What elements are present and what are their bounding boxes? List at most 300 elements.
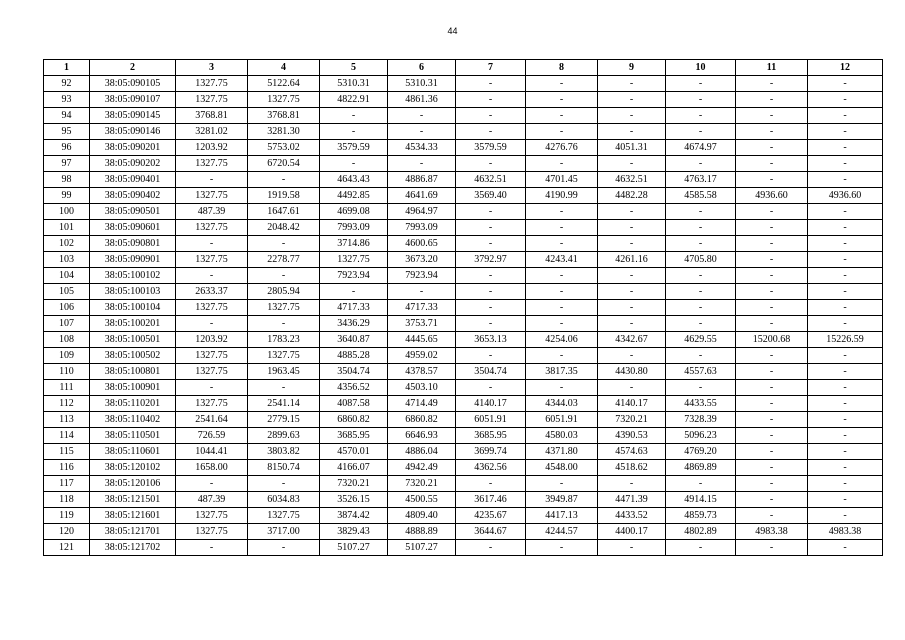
table-cell: 4492.85 xyxy=(320,188,388,204)
table-cell: 4254.06 xyxy=(526,332,598,348)
table-cell: 6646.93 xyxy=(388,428,456,444)
table-cell: 4701.45 xyxy=(526,172,598,188)
table-cell: 4140.17 xyxy=(456,396,526,412)
table-cell: - xyxy=(666,284,736,300)
table-cell: - xyxy=(736,428,808,444)
table-cell: 101 xyxy=(44,220,90,236)
table-cell: 3753.71 xyxy=(388,316,456,332)
data-table xyxy=(43,59,883,556)
table-cell: 4888.89 xyxy=(388,524,456,540)
table-cell: - xyxy=(598,348,666,364)
table-cell: 15200.68 xyxy=(736,332,808,348)
table-cell: 118 xyxy=(44,492,90,508)
table-cell: 38:05:090801 xyxy=(90,236,176,252)
table-row xyxy=(44,140,883,156)
table-cell: - xyxy=(808,460,883,476)
table-cell: 38:05:110501 xyxy=(90,428,176,444)
table-cell: 38:05:100501 xyxy=(90,332,176,348)
column-header: 7 xyxy=(456,60,526,76)
table-cell: - xyxy=(388,124,456,140)
table-cell: 38:05:121501 xyxy=(90,492,176,508)
table-cell: 38:05:090401 xyxy=(90,172,176,188)
table-cell: 38:05:100502 xyxy=(90,348,176,364)
table-cell: - xyxy=(808,172,883,188)
table-cell: 3817.35 xyxy=(526,364,598,380)
table-cell: 107 xyxy=(44,316,90,332)
column-header: 4 xyxy=(248,60,320,76)
table-cell: 5753.02 xyxy=(248,140,320,156)
table-cell: 4983.38 xyxy=(808,524,883,540)
table-cell: - xyxy=(666,124,736,140)
table-row xyxy=(44,476,883,492)
table-cell: 3653.13 xyxy=(456,332,526,348)
table-cell: 15226.59 xyxy=(808,332,883,348)
table-cell: 1327.75 xyxy=(176,76,248,92)
table-cell: 115 xyxy=(44,444,90,460)
table-cell: 117 xyxy=(44,476,90,492)
table-cell: - xyxy=(666,476,736,492)
table-cell: 38:05:090107 xyxy=(90,92,176,108)
table-row xyxy=(44,236,883,252)
table-row xyxy=(44,204,883,220)
table-cell: - xyxy=(808,204,883,220)
table-cell: 3644.67 xyxy=(456,524,526,540)
table-cell: - xyxy=(526,156,598,172)
column-header: 9 xyxy=(598,60,666,76)
table-cell: 110 xyxy=(44,364,90,380)
table-cell: 6034.83 xyxy=(248,492,320,508)
table-cell: 119 xyxy=(44,508,90,524)
table-cell: 5310.31 xyxy=(388,76,456,92)
table-cell: - xyxy=(456,156,526,172)
table-cell: - xyxy=(736,380,808,396)
table-cell: 2633.37 xyxy=(176,284,248,300)
table-cell: 4433.55 xyxy=(666,396,736,412)
table-cell: - xyxy=(666,156,736,172)
table-cell: 3803.82 xyxy=(248,444,320,460)
table-row xyxy=(44,508,883,524)
table-cell: 3640.87 xyxy=(320,332,388,348)
table-cell: - xyxy=(248,172,320,188)
table-cell: - xyxy=(808,300,883,316)
table-cell: 4861.36 xyxy=(388,92,456,108)
table-row xyxy=(44,460,883,476)
table-cell: - xyxy=(388,108,456,124)
table-cell: 38:05:120106 xyxy=(90,476,176,492)
table-cell: 38:05:090601 xyxy=(90,220,176,236)
table-cell: - xyxy=(808,108,883,124)
table-cell: 4869.89 xyxy=(666,460,736,476)
table-cell: - xyxy=(598,108,666,124)
table-cell: - xyxy=(176,540,248,556)
table-cell: 38:05:090501 xyxy=(90,204,176,220)
table-cell: 4503.10 xyxy=(388,380,456,396)
table-cell: - xyxy=(248,236,320,252)
table-cell: 3281.02 xyxy=(176,124,248,140)
table-cell: 6720.54 xyxy=(248,156,320,172)
table-cell: 3717.00 xyxy=(248,524,320,540)
table-cell: 2541.14 xyxy=(248,396,320,412)
table-row xyxy=(44,300,883,316)
table-row xyxy=(44,332,883,348)
table-cell: 4674.97 xyxy=(666,140,736,156)
table-cell: - xyxy=(598,268,666,284)
table-cell: 4378.57 xyxy=(388,364,456,380)
table-cell: - xyxy=(456,92,526,108)
table-cell: - xyxy=(736,220,808,236)
table-cell: - xyxy=(456,300,526,316)
table-cell: 2899.63 xyxy=(248,428,320,444)
table-cell: 1327.75 xyxy=(176,364,248,380)
table-cell: - xyxy=(736,140,808,156)
table-cell: - xyxy=(598,540,666,556)
table-cell: 106 xyxy=(44,300,90,316)
table-cell: 3579.59 xyxy=(320,140,388,156)
column-header: 3 xyxy=(176,60,248,76)
table-cell: - xyxy=(526,92,598,108)
table-cell: 1658.00 xyxy=(176,460,248,476)
table-row xyxy=(44,76,883,92)
table-row xyxy=(44,540,883,556)
table-row xyxy=(44,172,883,188)
table-row xyxy=(44,124,883,140)
table-cell: - xyxy=(456,268,526,284)
table-cell: 38:05:100201 xyxy=(90,316,176,332)
table-cell: - xyxy=(736,204,808,220)
table-cell: 38:05:090146 xyxy=(90,124,176,140)
table-cell: 3699.74 xyxy=(456,444,526,460)
table-cell: 4548.00 xyxy=(526,460,598,476)
table-cell: - xyxy=(666,348,736,364)
table-cell: - xyxy=(176,316,248,332)
table-cell: - xyxy=(598,124,666,140)
table-cell: 109 xyxy=(44,348,90,364)
table-cell: - xyxy=(666,108,736,124)
table-cell: 2541.64 xyxy=(176,412,248,428)
table-cell: - xyxy=(526,108,598,124)
table-cell: 7923.94 xyxy=(320,268,388,284)
table-cell: 1327.75 xyxy=(176,300,248,316)
table-cell: - xyxy=(526,284,598,300)
table-cell: - xyxy=(526,476,598,492)
table-cell: - xyxy=(736,364,808,380)
table-row xyxy=(44,380,883,396)
table-cell: 4641.69 xyxy=(388,188,456,204)
table-cell: - xyxy=(526,300,598,316)
table-cell: 4482.28 xyxy=(598,188,666,204)
table-cell: - xyxy=(808,236,883,252)
table-cell: 3569.40 xyxy=(456,188,526,204)
table-cell: - xyxy=(456,348,526,364)
table-cell: 3874.42 xyxy=(320,508,388,524)
table-cell: 116 xyxy=(44,460,90,476)
table-cell: - xyxy=(598,204,666,220)
table-cell: - xyxy=(456,236,526,252)
table-cell: - xyxy=(456,380,526,396)
table-cell: - xyxy=(176,236,248,252)
table-cell: 3685.95 xyxy=(456,428,526,444)
table-cell: 38:05:110201 xyxy=(90,396,176,412)
table-row xyxy=(44,92,883,108)
page-number: 44 xyxy=(447,26,458,36)
table-cell: 38:05:090105 xyxy=(90,76,176,92)
table-cell: 1203.92 xyxy=(176,332,248,348)
table-cell: 7320.21 xyxy=(598,412,666,428)
table-cell: 4342.67 xyxy=(598,332,666,348)
table-cell: 38:05:120102 xyxy=(90,460,176,476)
table-cell: - xyxy=(176,380,248,396)
table-cell: 3526.15 xyxy=(320,492,388,508)
table-cell: - xyxy=(736,76,808,92)
table-cell: 1327.75 xyxy=(176,524,248,540)
table-cell: 4051.31 xyxy=(598,140,666,156)
table-row xyxy=(44,156,883,172)
table-cell: 4243.41 xyxy=(526,252,598,268)
table-cell: 4390.53 xyxy=(598,428,666,444)
table-cell: 112 xyxy=(44,396,90,412)
table-cell: 4763.17 xyxy=(666,172,736,188)
table-cell: - xyxy=(666,220,736,236)
table-cell: - xyxy=(598,476,666,492)
table-cell: - xyxy=(808,540,883,556)
table-cell: - xyxy=(736,540,808,556)
table-row xyxy=(44,348,883,364)
table-cell: 5122.64 xyxy=(248,76,320,92)
table-cell: 7320.21 xyxy=(388,476,456,492)
column-header: 8 xyxy=(526,60,598,76)
table-cell: 4983.38 xyxy=(736,524,808,540)
table-cell: 5096.23 xyxy=(666,428,736,444)
table-cell: 99 xyxy=(44,188,90,204)
table-cell: 102 xyxy=(44,236,90,252)
table-row xyxy=(44,396,883,412)
table-row xyxy=(44,364,883,380)
table-row xyxy=(44,412,883,428)
table-cell: - xyxy=(598,300,666,316)
table-cell: 4717.33 xyxy=(320,300,388,316)
table-cell: 38:05:090402 xyxy=(90,188,176,204)
table-cell: - xyxy=(456,124,526,140)
table-cell: 38:05:100103 xyxy=(90,284,176,300)
table-cell: - xyxy=(526,236,598,252)
table-cell: - xyxy=(808,140,883,156)
table-cell: 4417.13 xyxy=(526,508,598,524)
table-cell: 38:05:100102 xyxy=(90,268,176,284)
table-cell: 113 xyxy=(44,412,90,428)
table-cell: - xyxy=(808,220,883,236)
table-cell: - xyxy=(808,476,883,492)
table-cell: 4430.80 xyxy=(598,364,666,380)
table-cell: - xyxy=(736,284,808,300)
table-cell: 4140.17 xyxy=(598,396,666,412)
table-cell: 4705.80 xyxy=(666,252,736,268)
table-cell: - xyxy=(598,76,666,92)
table-cell: - xyxy=(320,156,388,172)
table-cell: 4356.52 xyxy=(320,380,388,396)
table-cell: 111 xyxy=(44,380,90,396)
table-cell: - xyxy=(736,476,808,492)
table-row xyxy=(44,284,883,300)
table-cell: - xyxy=(666,380,736,396)
table-cell: 487.39 xyxy=(176,204,248,220)
table-cell: 6860.82 xyxy=(320,412,388,428)
table-cell: 4235.67 xyxy=(456,508,526,524)
table-cell: 5107.27 xyxy=(388,540,456,556)
table-cell: 5107.27 xyxy=(320,540,388,556)
table-cell: 4717.33 xyxy=(388,300,456,316)
table-row xyxy=(44,492,883,508)
table-cell: 3792.97 xyxy=(456,252,526,268)
table-cell: - xyxy=(666,236,736,252)
table-cell: 4534.33 xyxy=(388,140,456,156)
table-cell: - xyxy=(808,156,883,172)
table-cell: 4632.51 xyxy=(456,172,526,188)
table-cell: 6051.91 xyxy=(526,412,598,428)
table-cell: 7923.94 xyxy=(388,268,456,284)
column-header: 1 xyxy=(44,60,90,76)
table-cell: - xyxy=(248,316,320,332)
table-row xyxy=(44,268,883,284)
table-cell: 7993.09 xyxy=(388,220,456,236)
table-cell: 1327.75 xyxy=(176,156,248,172)
table-row xyxy=(44,316,883,332)
table-cell: - xyxy=(736,236,808,252)
table-cell: 4714.49 xyxy=(388,396,456,412)
table-cell: - xyxy=(526,268,598,284)
table-cell: 2779.15 xyxy=(248,412,320,428)
table-cell: 7993.09 xyxy=(320,220,388,236)
table-cell: - xyxy=(736,124,808,140)
header-row xyxy=(44,60,883,76)
table-cell: 4445.65 xyxy=(388,332,456,348)
column-header: 12 xyxy=(808,60,883,76)
table-cell: 4344.03 xyxy=(526,396,598,412)
table-cell: - xyxy=(526,220,598,236)
table-cell: - xyxy=(808,284,883,300)
table-cell: - xyxy=(248,268,320,284)
table-cell: 38:05:090201 xyxy=(90,140,176,156)
table-row xyxy=(44,252,883,268)
table-cell: 4886.04 xyxy=(388,444,456,460)
table-cell: - xyxy=(526,380,598,396)
table-cell: 4261.16 xyxy=(598,252,666,268)
table-cell: 3617.46 xyxy=(456,492,526,508)
table-cell: - xyxy=(736,92,808,108)
table-cell: - xyxy=(736,172,808,188)
table-cell: - xyxy=(456,204,526,220)
table-cell: - xyxy=(666,540,736,556)
table-cell: 4632.51 xyxy=(598,172,666,188)
table-cell: 38:05:100104 xyxy=(90,300,176,316)
table-cell: 1327.75 xyxy=(176,92,248,108)
table-cell: 8150.74 xyxy=(248,460,320,476)
table-cell: 100 xyxy=(44,204,90,220)
table-cell: 2805.94 xyxy=(248,284,320,300)
table-cell: - xyxy=(176,476,248,492)
table-cell: 4244.57 xyxy=(526,524,598,540)
table-cell: - xyxy=(808,92,883,108)
table-cell: - xyxy=(526,348,598,364)
table-cell: 3768.81 xyxy=(248,108,320,124)
table-cell: - xyxy=(320,124,388,140)
table-cell: - xyxy=(736,108,808,124)
table-cell: - xyxy=(666,268,736,284)
table-cell: 38:05:090202 xyxy=(90,156,176,172)
table-cell: - xyxy=(666,316,736,332)
table-cell: 38:05:121601 xyxy=(90,508,176,524)
table-row xyxy=(44,524,883,540)
table-cell: 1783.23 xyxy=(248,332,320,348)
table-cell: 38:05:121702 xyxy=(90,540,176,556)
table-cell: 7328.39 xyxy=(666,412,736,428)
table-cell: 4371.80 xyxy=(526,444,598,460)
table-cell: 108 xyxy=(44,332,90,348)
column-header: 5 xyxy=(320,60,388,76)
table-cell: 93 xyxy=(44,92,90,108)
table-cell: - xyxy=(248,380,320,396)
table-cell: 97 xyxy=(44,156,90,172)
table-cell: 1327.75 xyxy=(176,508,248,524)
table-cell: 4629.55 xyxy=(666,332,736,348)
table-cell: 2278.77 xyxy=(248,252,320,268)
table-cell: 1327.75 xyxy=(248,348,320,364)
table-cell: 3714.86 xyxy=(320,236,388,252)
table-cell: - xyxy=(456,476,526,492)
table-row xyxy=(44,188,883,204)
table-cell: - xyxy=(808,124,883,140)
table-row xyxy=(44,220,883,236)
table-cell: - xyxy=(248,476,320,492)
table-cell: - xyxy=(598,156,666,172)
table-cell: 4190.99 xyxy=(526,188,598,204)
table-cell: 38:05:110402 xyxy=(90,412,176,428)
table-cell: 7320.21 xyxy=(320,476,388,492)
table-cell: - xyxy=(808,396,883,412)
table-cell: 38:05:090901 xyxy=(90,252,176,268)
table-cell: 103 xyxy=(44,252,90,268)
table-cell: - xyxy=(176,268,248,284)
table-cell: 4802.89 xyxy=(666,524,736,540)
table-cell: - xyxy=(808,268,883,284)
table-cell: 38:05:100901 xyxy=(90,380,176,396)
table-cell: 104 xyxy=(44,268,90,284)
table-cell: 1327.75 xyxy=(176,220,248,236)
table-cell: 3685.95 xyxy=(320,428,388,444)
table-cell: 4809.40 xyxy=(388,508,456,524)
table-cell: 4574.63 xyxy=(598,444,666,460)
table-cell: - xyxy=(736,156,808,172)
table-cell: 38:05:121701 xyxy=(90,524,176,540)
table-row xyxy=(44,444,883,460)
table-cell: 4400.17 xyxy=(598,524,666,540)
table-cell: - xyxy=(526,316,598,332)
table-cell: - xyxy=(320,108,388,124)
table-cell: - xyxy=(526,540,598,556)
table-cell: 1327.75 xyxy=(320,252,388,268)
table-cell: - xyxy=(808,380,883,396)
table-cell: - xyxy=(808,364,883,380)
table-cell: 4942.49 xyxy=(388,460,456,476)
table-cell: 4769.20 xyxy=(666,444,736,460)
column-header: 6 xyxy=(388,60,456,76)
table-cell: 3829.43 xyxy=(320,524,388,540)
table-cell: - xyxy=(736,300,808,316)
column-header: 11 xyxy=(736,60,808,76)
table-cell: - xyxy=(808,444,883,460)
table-body xyxy=(44,76,883,556)
table-cell: - xyxy=(388,284,456,300)
table-cell: - xyxy=(176,172,248,188)
